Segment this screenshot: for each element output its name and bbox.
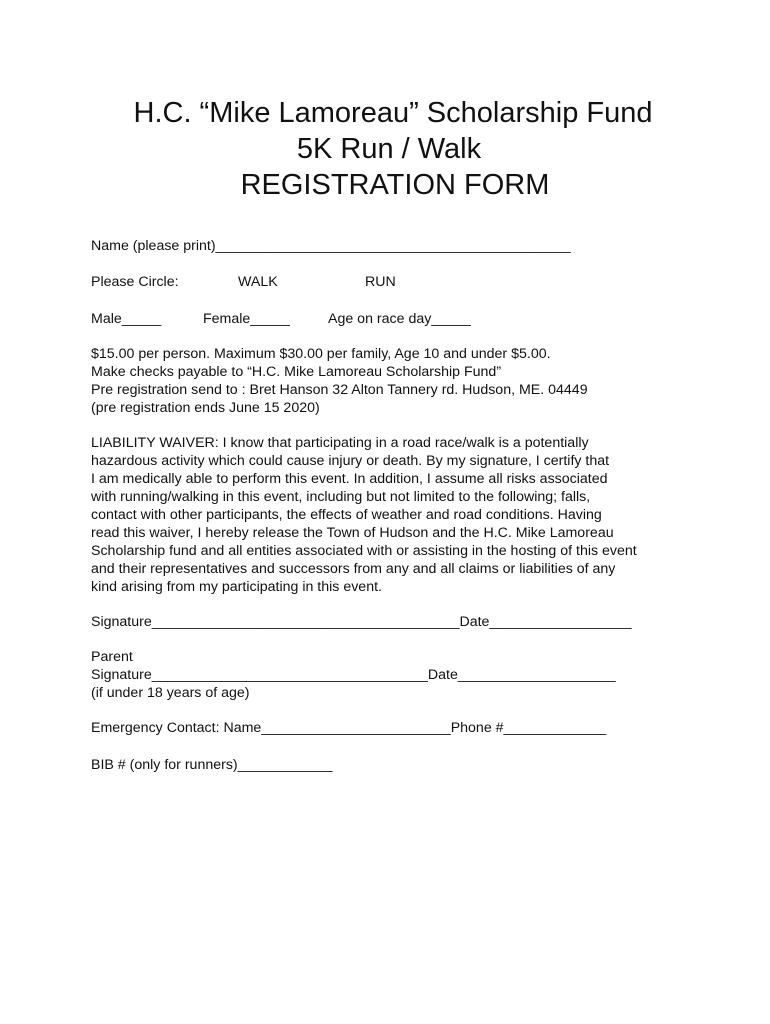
waiver-line: contact with other participants, the effects of weather and road conditions. Having [91, 507, 602, 523]
male-field[interactable]: Male_____ [91, 311, 162, 327]
parent-signature-date-field[interactable]: Signature___________________________________Date____________________ [91, 667, 616, 683]
fees-line: Pre registration send to : Bret Hanson 32 Alton Tannery rd. Hudson, ME. 04449 [91, 382, 588, 398]
form-title-registration: REGISTRATION FORM [240, 169, 550, 201]
signature-date-field[interactable]: Signature_______________________________________Date__________________ [91, 614, 632, 630]
female-field[interactable]: Female_____ [203, 311, 290, 327]
walk-option[interactable]: WALK [238, 274, 278, 290]
fees-line: Make checks payable to “H.C. Mike Lamoreau Scholarship Fund” [91, 364, 502, 380]
waiver-line: kind arising from my participating in this event. [91, 579, 382, 595]
bib-number-field[interactable]: BIB # (only for runners)____________ [91, 757, 333, 773]
emergency-contact-field[interactable]: Emergency Contact: Name________________________Phone #_____________ [91, 720, 607, 736]
fees-line: $15.00 per person. Maximum $30.00 per family, Age 10 and under $5.00. [91, 346, 551, 362]
waiver-line: LIABILITY WAIVER: I know that participating in a road race/walk is a potentially [91, 435, 589, 451]
fees-line: (pre registration ends June 15 2020) [91, 400, 320, 416]
parent-label: Parent [91, 649, 133, 665]
waiver-line: read this waiver, I hereby release the Town of Hudson and the H.C. Mike Lamoreau [91, 525, 614, 541]
form-title-event: 5K Run / Walk [296, 133, 482, 165]
waiver-line: Scholarship fund and all entities associated with or assisting in the hosting of this event [91, 543, 637, 559]
waiver-line: with running/walking in this event, including but not limited to the following; falls, [91, 489, 591, 505]
please-circle-label: Please Circle: [91, 274, 179, 290]
form-title-fund: H.C. “Mike Lamoreau” Scholarship Fund [133, 97, 653, 129]
waiver-line: and their representatives and successors from any and all claims or liabilities of any [91, 561, 616, 577]
waiver-line: hazardous activity which could cause injury or death. By my signature, I certify that [91, 453, 610, 469]
name-field-line[interactable]: Name (please print)_____________________________________________ [91, 238, 571, 254]
run-option[interactable]: RUN [365, 274, 396, 290]
age-field[interactable]: Age on race day_____ [328, 311, 471, 327]
parent-note: (if under 18 years of age) [91, 685, 250, 701]
waiver-line: I am medically able to perform this event. In addition, I assume all risks associated [91, 471, 608, 487]
